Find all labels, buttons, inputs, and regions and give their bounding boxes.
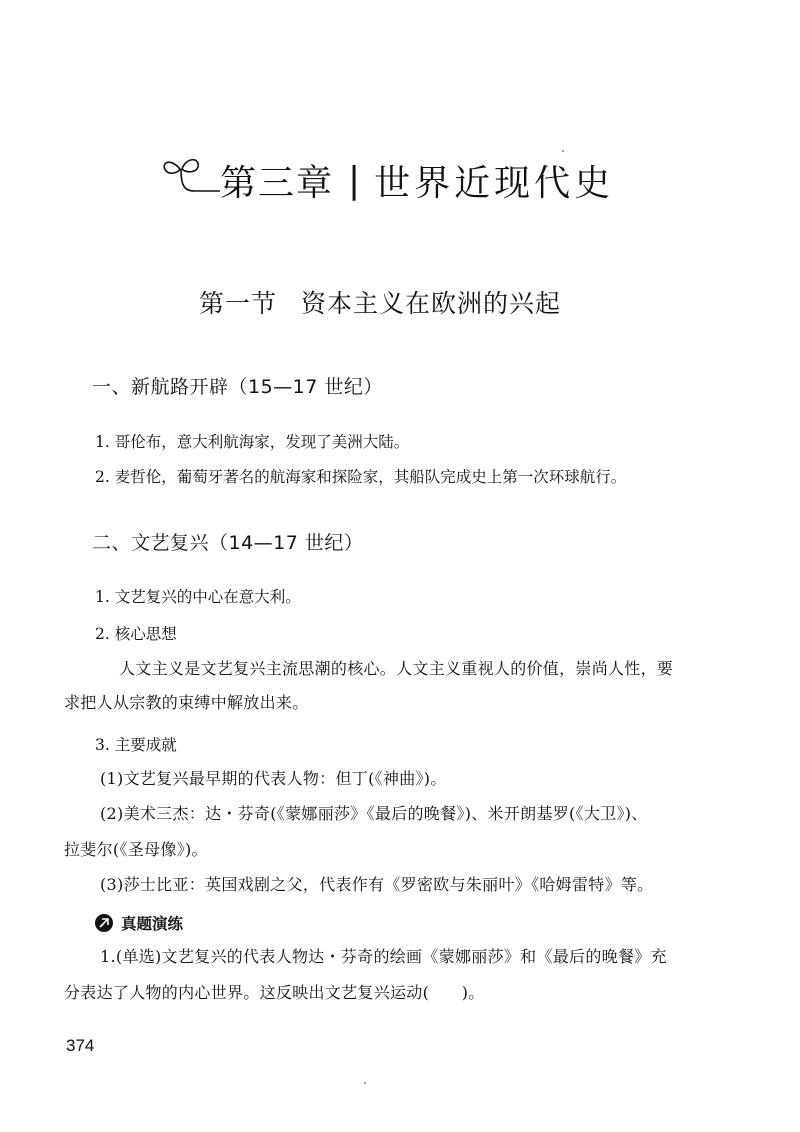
practice-icon (95, 914, 113, 932)
chapter-number: 第三章 (220, 162, 335, 204)
practice-header (95, 912, 183, 934)
section-title (0, 284, 760, 320)
scan-speck (364, 1082, 366, 1084)
part2-heading: 二、文艺复兴（14—17 世纪） (92, 532, 364, 554)
achievement-2-line-1: (2)美术三杰：达・芬奇(《蒙娜丽莎》《最后的晚餐》)、米开朗基罗(《大卫》)、 (100, 804, 648, 823)
section-name: 资本主义在欧洲的兴起 (301, 289, 562, 318)
chapter-divider: | (348, 159, 361, 201)
chapter-title: 世界近现代史 (374, 162, 615, 204)
scan-speck (562, 150, 564, 152)
core-idea-line-1: 人文主义是文艺复兴主流思潮的核心。人文主义重视人的价值，崇尚人性，要 (119, 659, 674, 678)
achievement-1: (1)文艺复兴最早期的代表人物：但丁(《神曲》)。 (100, 769, 447, 788)
section-number: 第一节 (198, 289, 277, 318)
part1-item-2: 2. 麦哲伦，葡萄牙著名的航海家和探险家，其船队完成史上第一次环球航行。 (95, 468, 627, 486)
sprout-icon (160, 155, 222, 205)
part2-item-1: 1. 文艺复兴的中心在意大利。 (95, 588, 301, 606)
chapter-header (160, 140, 614, 220)
page-number: 374 (66, 1036, 95, 1055)
achievement-3: (3)莎士比亚：英国戏剧之父，代表作有《罗密欧与朱丽叶》《哈姆雷特》等。 (100, 875, 654, 894)
practice-label: 真题演练 (121, 915, 184, 933)
core-idea-line-2: 求把人从宗教的束缚中解放出来。 (64, 693, 309, 712)
part2-item-3: 3. 主要成就 (95, 736, 177, 754)
question-1-line-2: 分表达了人物的内心世界。这反映出文艺复兴运动( )。 (64, 983, 485, 1002)
question-1-line-1: 1.(单选)文艺复兴的代表人物达・芬奇的绘画《蒙娜丽莎》和《最后的晚餐》充 (100, 947, 667, 966)
part1-item-1: 1. 哥伦布，意大利航海家，发现了美洲大陆。 (95, 433, 410, 451)
achievement-2-line-2: 拉斐尔(《圣母像》)。 (64, 840, 208, 859)
part2-item-2: 2. 核心思想 (95, 625, 177, 643)
part1-heading: 一、新航路开辟（15—17 世纪） (92, 376, 383, 398)
